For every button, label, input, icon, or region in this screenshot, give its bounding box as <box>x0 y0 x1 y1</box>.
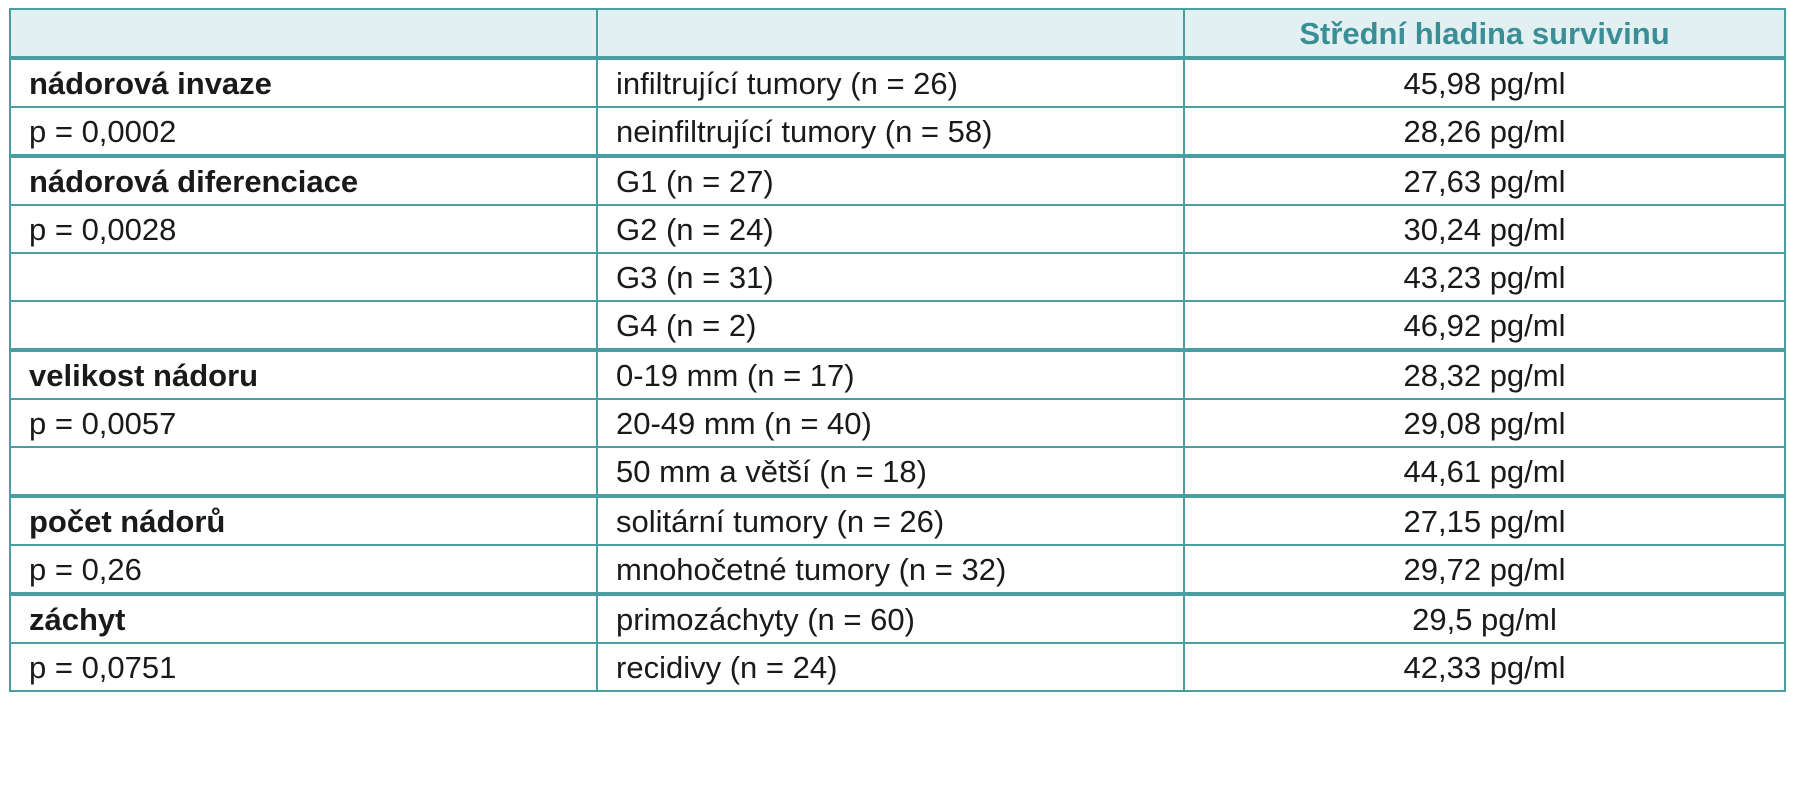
table-row <box>10 594 1785 643</box>
table-row <box>10 399 1785 447</box>
table-row <box>10 350 1785 399</box>
factor-name-cell: velikost nádoru <box>10 350 597 399</box>
p-value-cell <box>10 447 597 496</box>
header-value: Střední hladina survivinu <box>1184 9 1785 58</box>
p-value-cell: p = 0,0057 <box>10 399 597 447</box>
value-cell: 42,33 pg/ml <box>1184 643 1785 691</box>
value-cell: 45,98 pg/ml <box>1184 58 1785 107</box>
value-cell: 44,61 pg/ml <box>1184 447 1785 496</box>
factor-name-cell: nádorová invaze <box>10 58 597 107</box>
table-row <box>10 58 1785 107</box>
table-row <box>10 205 1785 253</box>
value-cell: 43,23 pg/ml <box>1184 253 1785 301</box>
value-cell: 27,15 pg/ml <box>1184 496 1785 545</box>
header-row <box>10 9 1785 58</box>
table-row <box>10 545 1785 594</box>
table-row <box>10 156 1785 205</box>
category-cell: G4 (n = 2) <box>597 301 1184 350</box>
factor-name-cell: počet nádorů <box>10 496 597 545</box>
value-cell: 28,26 pg/ml <box>1184 107 1785 156</box>
p-value-cell: p = 0,26 <box>10 545 597 594</box>
category-cell: G1 (n = 27) <box>597 156 1184 205</box>
category-cell: 50 mm a větší (n = 18) <box>597 447 1184 496</box>
header-factor <box>10 9 597 58</box>
table-body <box>10 58 1785 691</box>
category-cell: mnohočetné tumory (n = 32) <box>597 545 1184 594</box>
p-value-cell: p = 0,0002 <box>10 107 597 156</box>
category-cell: G3 (n = 31) <box>597 253 1184 301</box>
value-cell: 27,63 pg/ml <box>1184 156 1785 205</box>
table-row <box>10 643 1785 691</box>
value-cell: 29,5 pg/ml <box>1184 594 1785 643</box>
value-cell: 46,92 pg/ml <box>1184 301 1785 350</box>
table-row <box>10 447 1785 496</box>
category-cell: primozáchyty (n = 60) <box>597 594 1184 643</box>
survivin-table <box>9 8 1786 692</box>
p-value-cell: p = 0,0751 <box>10 643 597 691</box>
table-header <box>10 9 1785 58</box>
table-row <box>10 253 1785 301</box>
category-cell: infiltrující tumory (n = 26) <box>597 58 1184 107</box>
table-row <box>10 107 1785 156</box>
category-cell: neinfiltrující tumory (n = 58) <box>597 107 1184 156</box>
value-cell: 30,24 pg/ml <box>1184 205 1785 253</box>
category-cell: solitární tumory (n = 26) <box>597 496 1184 545</box>
p-value-cell: p = 0,0028 <box>10 205 597 253</box>
header-category <box>597 9 1184 58</box>
value-cell: 28,32 pg/ml <box>1184 350 1785 399</box>
factor-name-cell: nádorová diferenciace <box>10 156 597 205</box>
value-cell: 29,08 pg/ml <box>1184 399 1785 447</box>
table-row <box>10 301 1785 350</box>
value-cell: 29,72 pg/ml <box>1184 545 1785 594</box>
category-cell: 0-19 mm (n = 17) <box>597 350 1184 399</box>
category-cell: 20-49 mm (n = 40) <box>597 399 1184 447</box>
category-cell: recidivy (n = 24) <box>597 643 1184 691</box>
category-cell: G2 (n = 24) <box>597 205 1184 253</box>
p-value-cell <box>10 253 597 301</box>
p-value-cell <box>10 301 597 350</box>
factor-name-cell: záchyt <box>10 594 597 643</box>
survivin-table-container <box>9 8 1784 692</box>
table-row <box>10 496 1785 545</box>
